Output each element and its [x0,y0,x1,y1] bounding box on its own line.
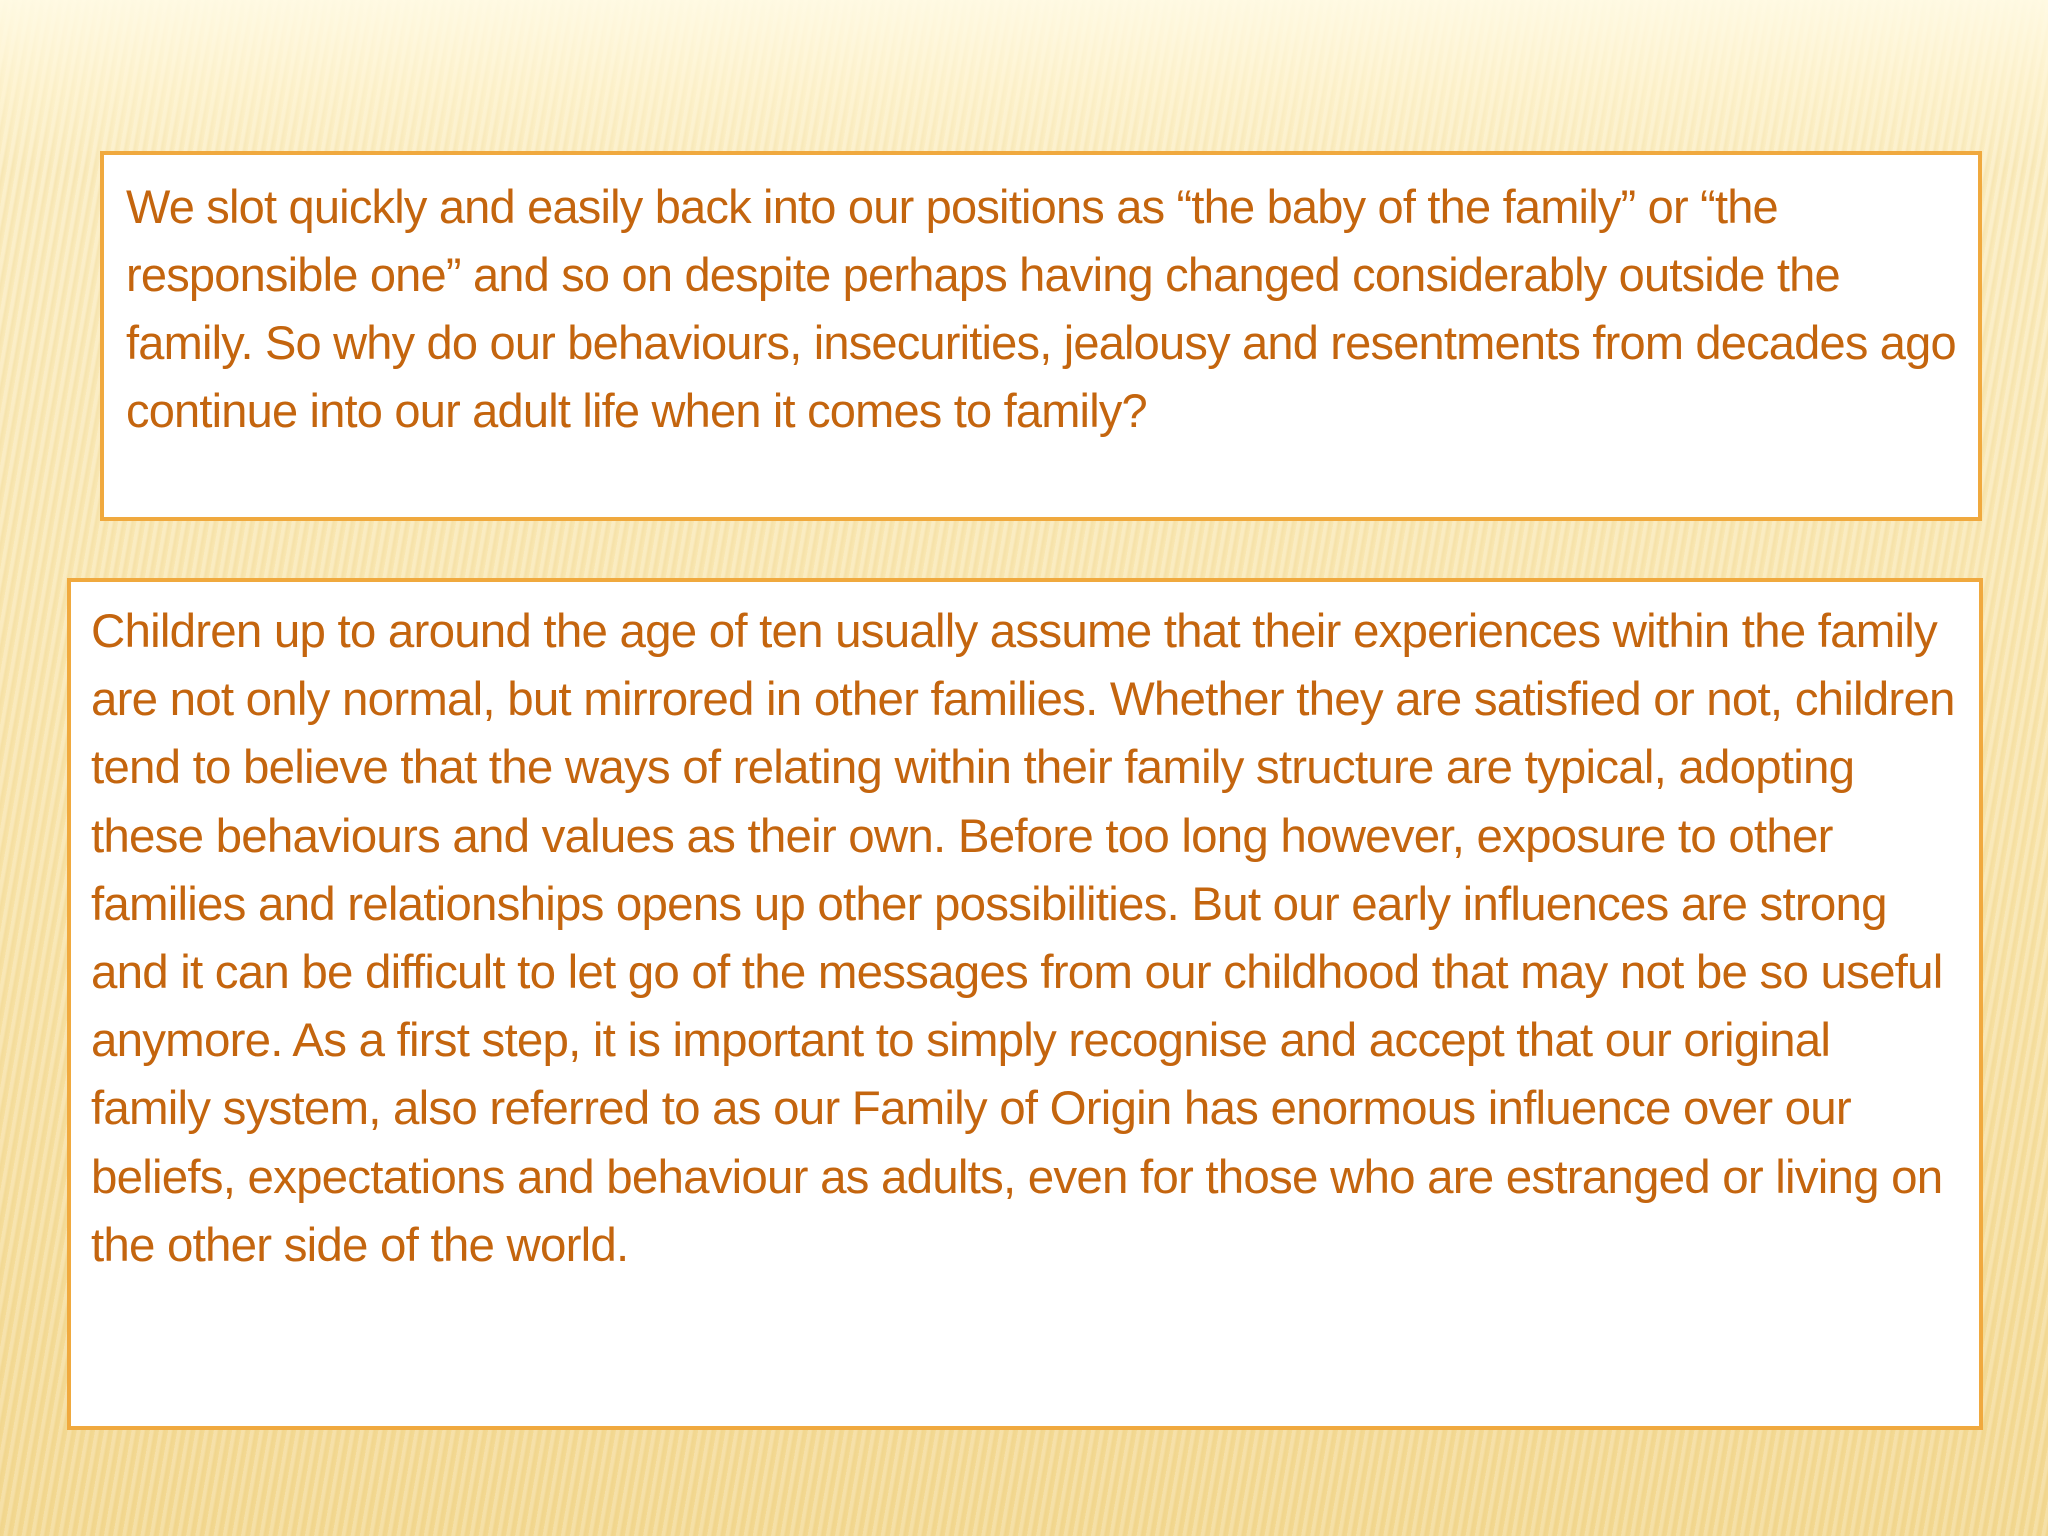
bottom-paragraph: Children up to around the age of ten usually assume that their experiences within the family are not only normal, but mirrored in other families. Whether they are satisfied or not, children tend to believe that the ways of relating within their family structure are typical, adopting these behaviours and values as their own. Before too long however, exposure to other families and relationships opens up other possibilities. But our early influences are strong and it can be difficult to let go of the messages from our childhood that may not be so useful anymore. As a first step, it is important to simply recognise and accept that our original family system, also referred to as our Family of Origin has enormous influence over our beliefs, expectations and behaviour as adults, even for those who are estranged or living on the other side of the world. [91,605,1955,1272]
top-paragraph: We slot quickly and easily back into our positions as “the baby of the family” or “the responsible one” and so on despite perhaps having changed considerably outside the family. So why do our behaviours, insecurities, jealousy and resentments from decades ago continue into our adult life when it comes to family? [126,180,1956,437]
bottom-text-box [67,578,1983,1430]
top-text-box [100,151,1982,521]
